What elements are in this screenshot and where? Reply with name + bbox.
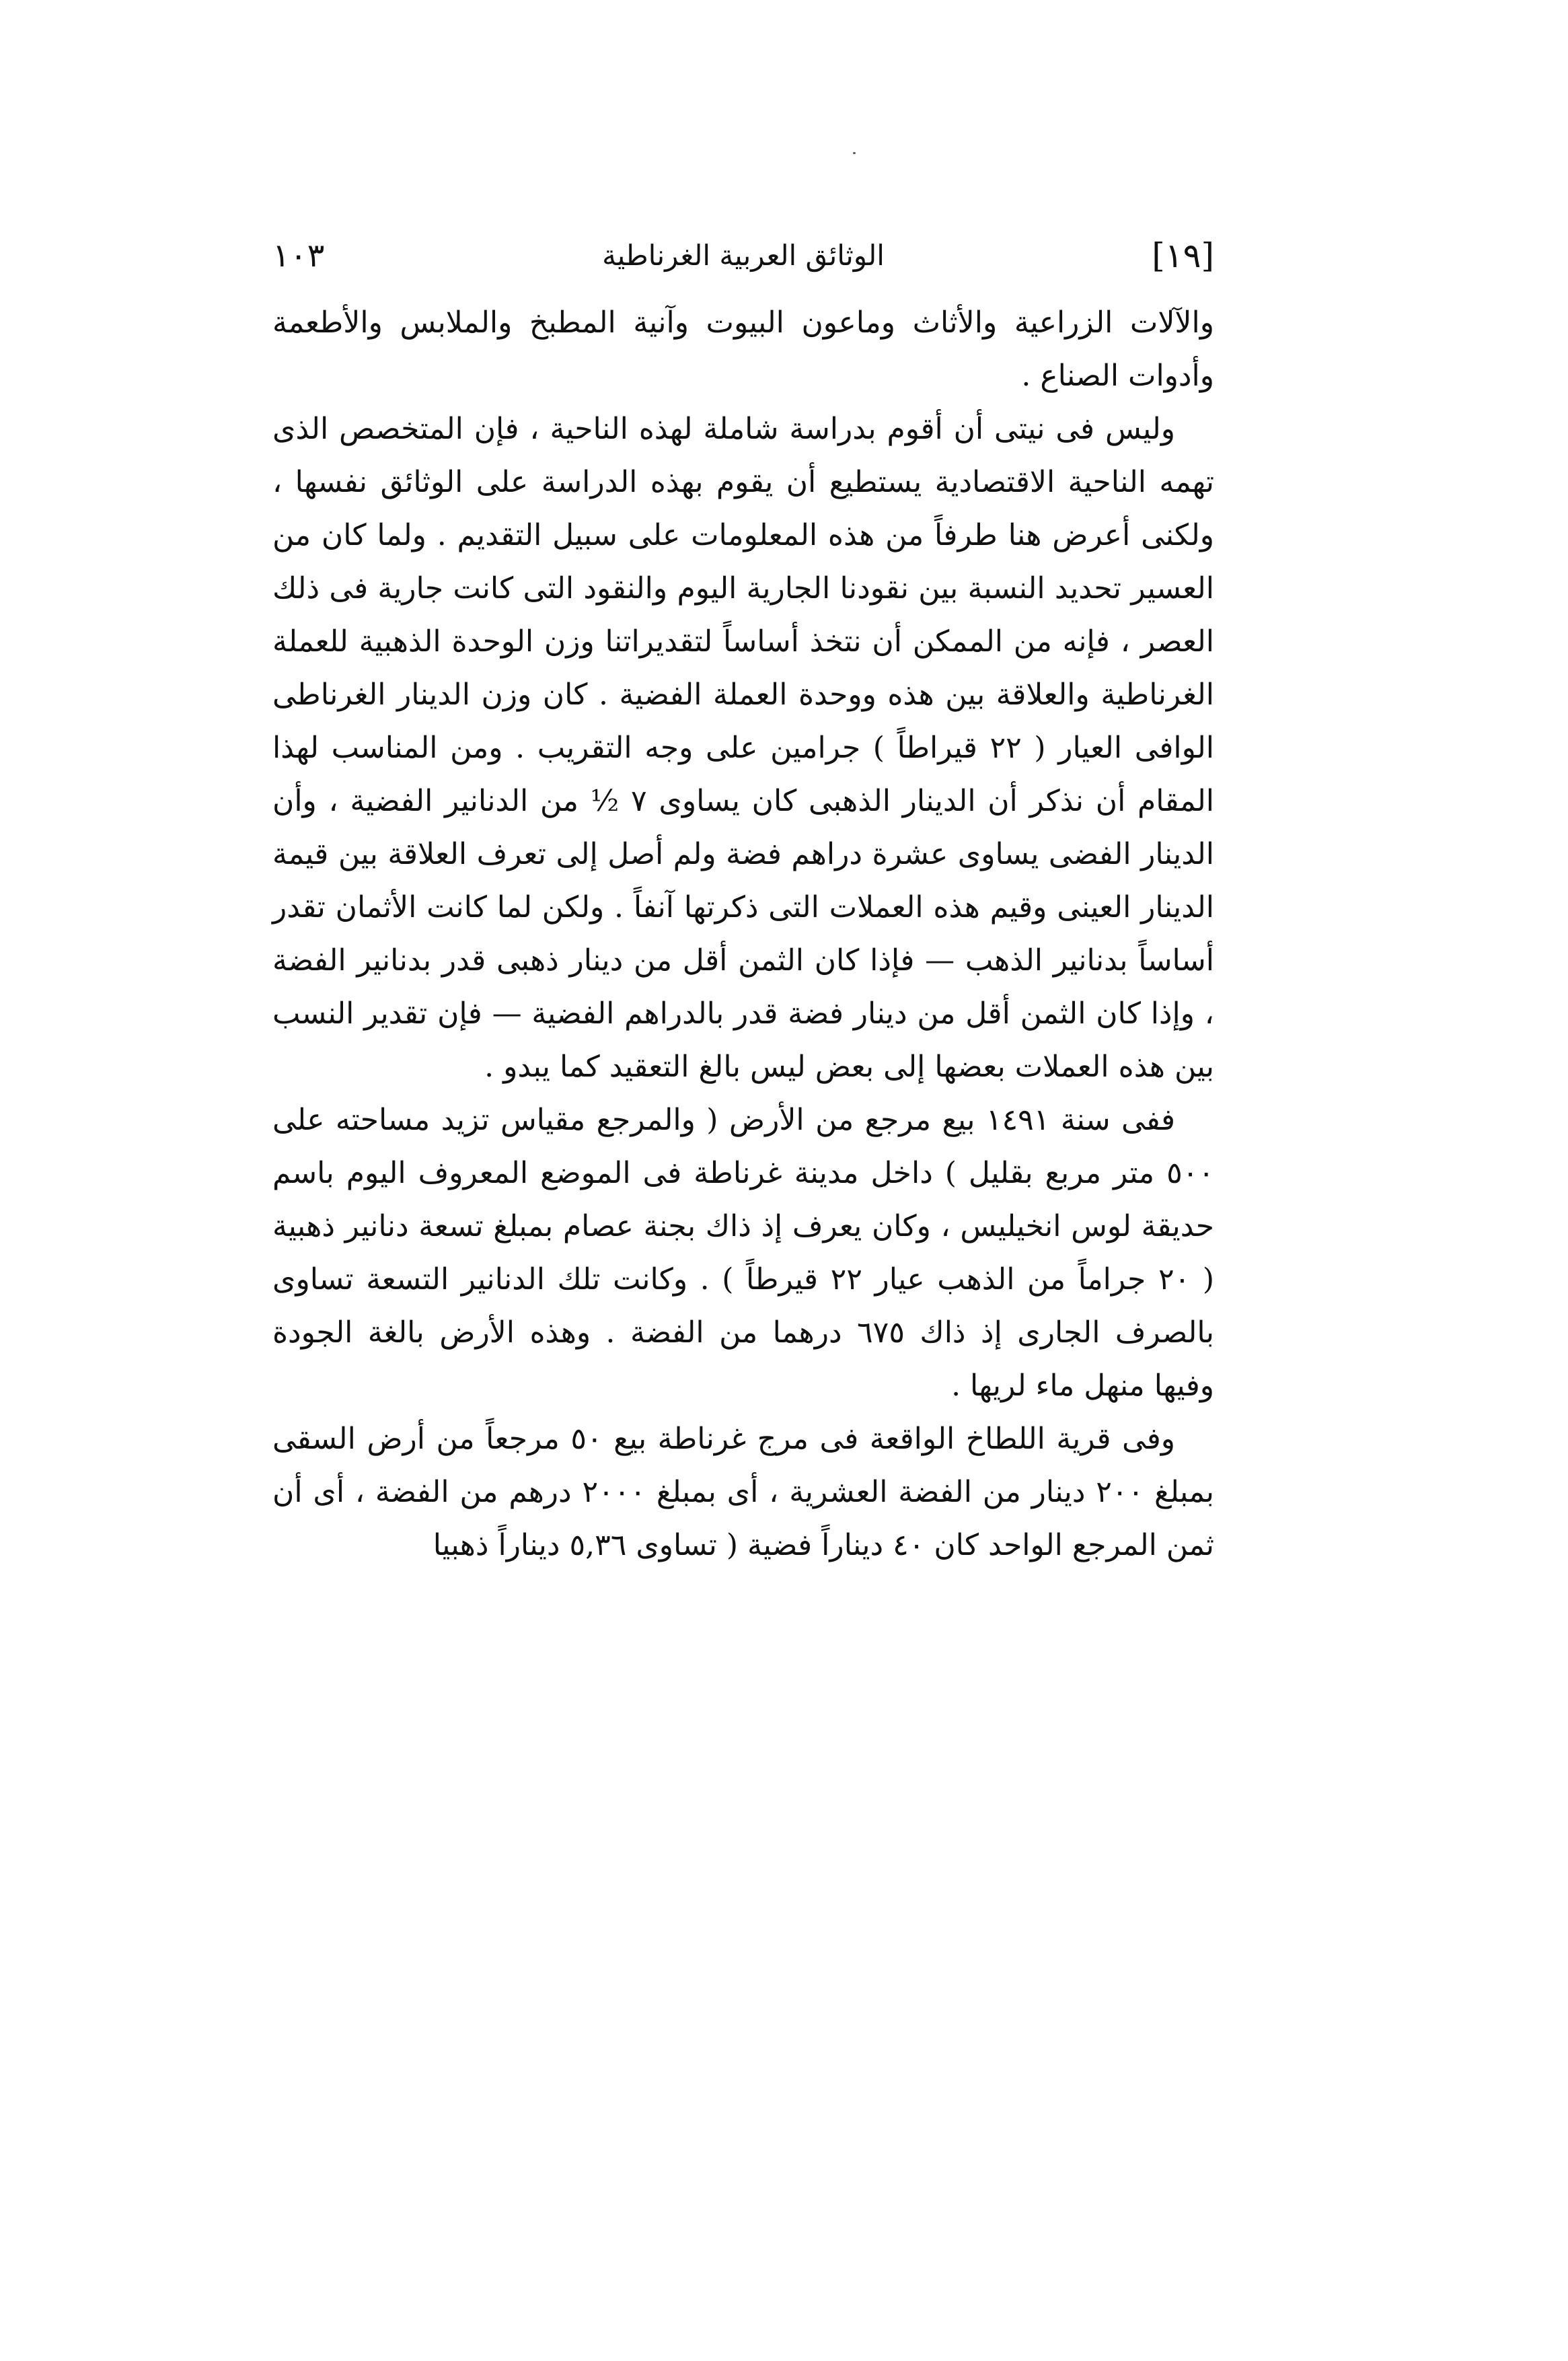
section-number: [١٩] [1152,236,1214,275]
page-number: ١٠٣ [272,237,325,275]
paragraph-land-sale-1491: ففى سنة ١٤٩١ بيع مرجع من الأرض ( والمرجع مقياس تزيد مساحته على ٥٠٠ متر مربع بقليل ) داخل مدينة غرناطة فى الموضع المعروف اليوم باسم حديقة لوس انخيليس ، وكان يعرف إذ ذاك بجنة عصام بمبلغ تسعة دنانير ذهبية ( ٢٠ جراماً من الذهب عيار ٢٢ قيرطاً ) . وكانت تلك الدنانير التسعة تساوى بالصرف الجارى إذ ذاك ٦٧٥ درهما من الفضة . وهذه الأرض بالغة الجودة وفيها منهل ماء لريها . [272,1103,1214,1403]
paragraph-continuation: والآلات الزراعية والأثاث وماعون البيوت وآنية المطبخ والملابس والأطعمة وأدوات الصناع . [272,305,1214,393]
body-text [272,296,1214,1572]
scan-speck [853,152,856,154]
paragraph-lattakh-village: وفى قرية اللطاخ الواقعة فى مرج غرناطة بيع ٥٠ مرجعاً من أرض السقى بمبلغ ٢٠٠ دينار من الفضة العشرية ، أى بمبلغ ٢٠٠٠ درهم من الفضة ، أى أن ثمن المرجع الواحد كان ٤٠ ديناراً فضية ( تساوى ٥,٣٦ ديناراً ذهبيا [272,1422,1214,1562]
paragraph-currency: وليس فى نيتى أن أقوم بدراسة شاملة لهذه الناحية ، فإن المتخصص الذى تهمه الناحية الاقتصادية يستطيع أن يقوم بهذه الدراسة على الوثائق نفسها ، ولكنى أعرض هنا طرفاً من هذه المعلومات على سبيل التقديم . ولما كان من العسير تحديد النسبة بين نقودنا الجارية اليوم والنقود التى كانت جارية فى ذلك العصر ، فإنه من الممكن أن نتخذ أساساً لتقديراتنا وزن الوحدة الذهبية للعملة الغرناطية والعلاقة بين هذه ووحدة العملة الفضية . كان وزن الدينار الغرناطى الوافى العيار ( ٢٢ قيراطاً ) جرامين على وجه التقريب . ومن المناسب لهذا المقام أن نذكر أن الدينار الذهبى كان يساوى ٧ ½ من الدنانير الفضية ، وأن الدينار الفضى يساوى عشرة دراهم فضة ولم أصل إلى تعرف العلاقة بين قيمة الدينار العينى وقيم هذه العملات التى ذكرتها آنفاً . ولكن لما كانت الأثمان تقدر أساساً بدنانير الذهب — فإذا كان الثمن أقل من دينار ذهبى قدر بدنانير الفضة ، وإذا كان الثمن أقل من دينار فضة قدر بالدراهم الفضية — فإن تقدير النسب بين هذه العملات بعضها إلى بعض ليس بالغ التعقيد كما يبدو . [272,412,1214,1084]
running-title: الوثائق العربية الغرناطية [602,239,885,272]
running-head [272,229,1214,283]
